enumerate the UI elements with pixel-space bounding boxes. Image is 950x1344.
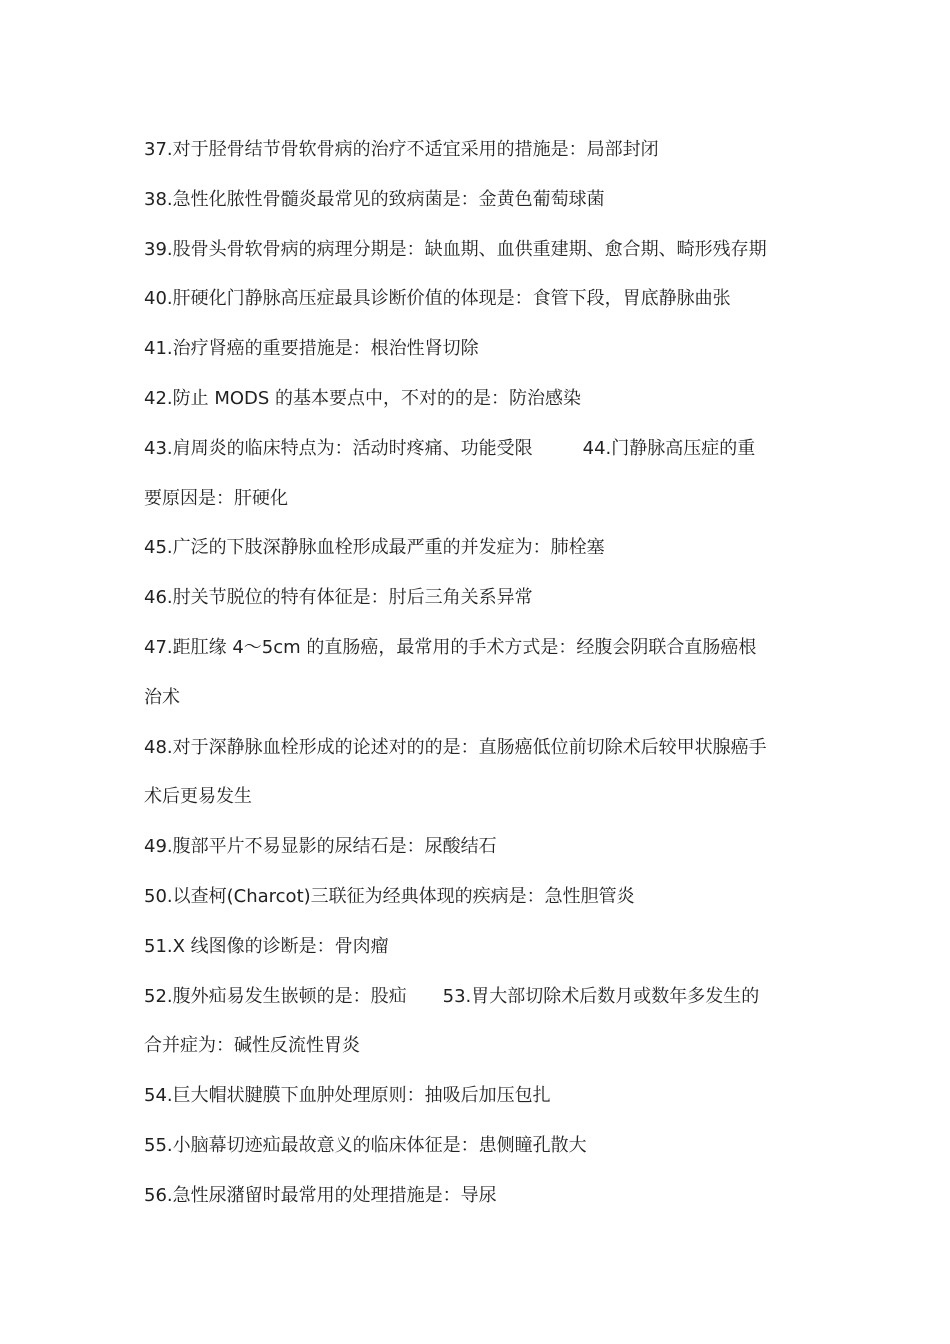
line-41: 41.治疗肾癌的重要措施是：根治性肾切除	[144, 338, 479, 360]
line-45: 45.广泛的下肢深静脉血栓形成最严重的并发症为：肺栓塞	[144, 537, 605, 559]
line-51: 51.X 线图像的诊断是：骨肉瘤	[144, 935, 389, 957]
line-49: 49.腹部平片不易显影的尿结石是：尿酸结石	[144, 836, 497, 858]
item-52: 52.腹外疝易发生嵌顿的是：股疝	[144, 985, 407, 1007]
line-39: 39.股骨头骨软骨病的病理分期是：缺血期、血供重建期、愈合期、畸形残存期	[144, 238, 767, 260]
line-54: 54.巨大帽状腱膜下血肿处理原则：抽吸后加压包扎	[144, 1085, 551, 1107]
line-47: 47.距肛缘 4～5cm 的直肠癌，最常用的手术方式是：经腹会阴联合直肠癌根	[144, 636, 757, 658]
line-56: 56.急性尿潴留时最常用的处理措施是：导尿	[144, 1184, 497, 1206]
line-53-cont: 合并症为：碱性反流性胃炎	[144, 1035, 360, 1057]
item-53-start: 53.胃大部切除术后数月或数年多发生的	[442, 985, 760, 1007]
line-40: 40.肝硬化门静脉高压症最具诊断价值的体现是：食管下段，胃底静脉曲张	[144, 288, 731, 310]
line-48-cont: 术后更易发生	[144, 786, 252, 808]
line-48: 48.对于深静脉血栓形成的论述对的的是：直肠癌低位前切除术后较甲状腺癌手	[144, 736, 767, 758]
line-44-cont: 要原因是：肝硬化	[144, 487, 288, 509]
line-55: 55.小脑幕切迹疝最故意义的临床体征是：患侧瞳孔散大	[144, 1134, 587, 1156]
item-43: 43.肩周炎的临床特点为：活动时疼痛、功能受限	[144, 437, 533, 459]
line-43-44	[144, 424, 816, 474]
line-52-53	[144, 972, 816, 1022]
item-44-start: 44.门静脉高压症的重	[582, 437, 756, 459]
line-42: 42.防止 MODS 的基本要点中，不对的的是：防治感染	[144, 387, 582, 409]
line-46: 46.肘关节脱位的特有体征是：肘后三角关系异常	[144, 587, 533, 609]
line-38: 38.急性化脓性骨髓炎最常见的致病菌是：金黄色葡萄球菌	[144, 188, 605, 210]
line-37: 37.对于胫骨结节骨软骨病的治疗不适宜采用的措施是：局部封闭	[144, 139, 659, 160]
line-47-cont: 治术	[144, 686, 180, 708]
question-list	[144, 125, 816, 1221]
line-50: 50.以查柯(Charcot)三联征为经典体现的疾病是：急性胆管炎	[144, 885, 635, 907]
